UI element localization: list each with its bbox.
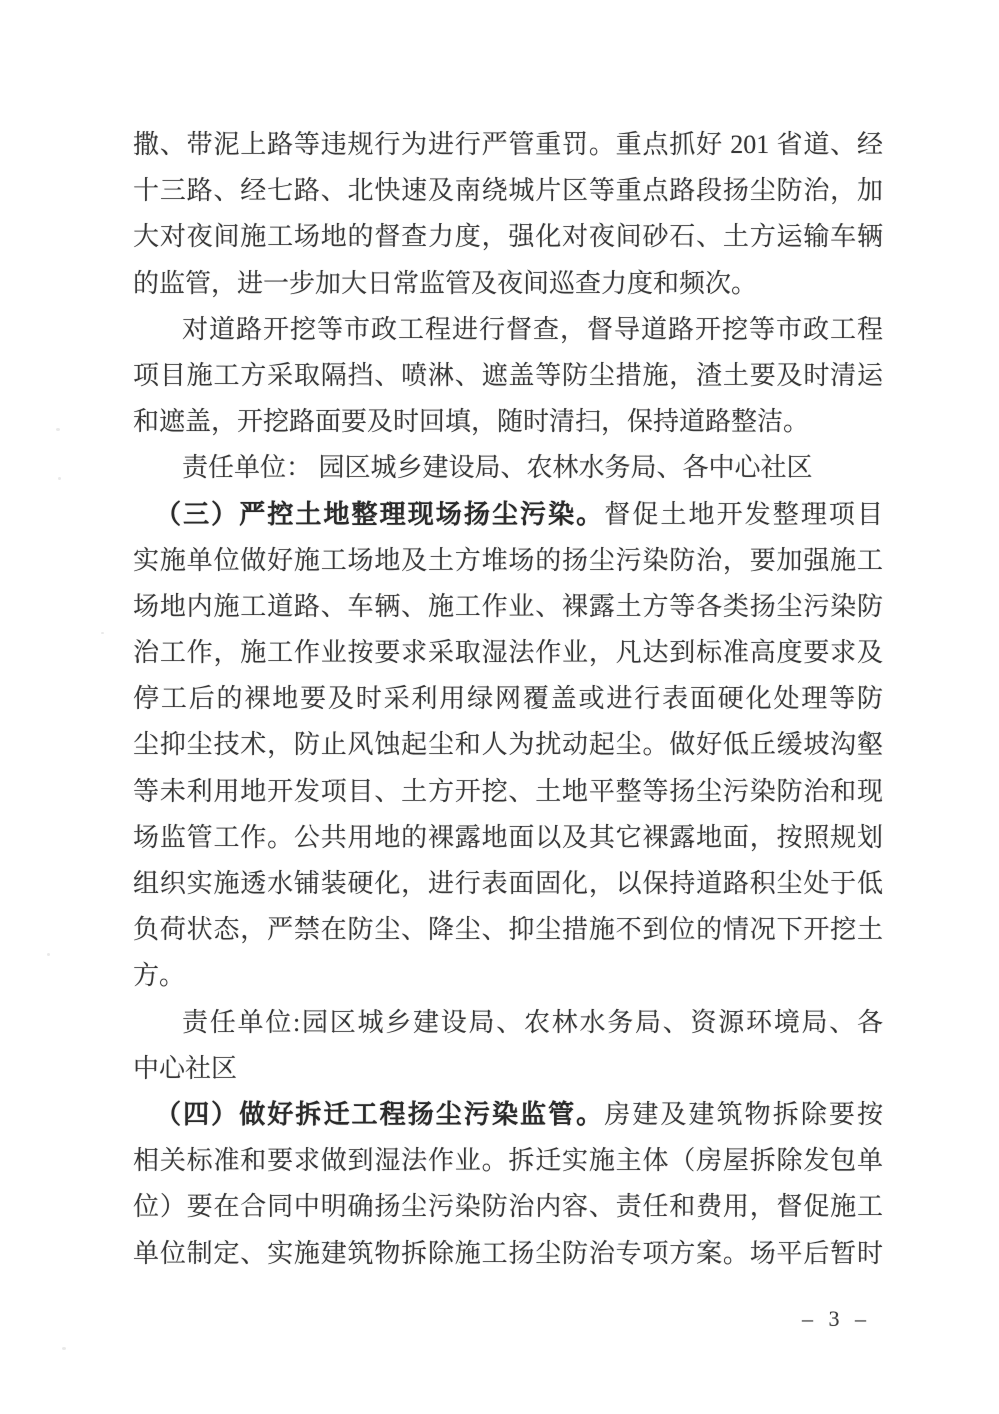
- body-text-line: [133, 214, 883, 260]
- line-text: 停工后的裸地要及时采利用绿网覆盖或进行表面硬化处理等防: [133, 684, 883, 714]
- line-text: 和遮盖，开挖路面要及时回填，随时清扫，保持道路整洁。: [133, 407, 810, 437]
- body-text-line: [133, 630, 883, 676]
- section-heading-line: [133, 492, 883, 538]
- body-text-line: [133, 168, 883, 214]
- body-text-line: [133, 399, 883, 445]
- document-text-block: [133, 122, 883, 1277]
- body-text-line: [133, 307, 883, 353]
- body-text-line: [133, 953, 883, 999]
- body-text-line: [133, 769, 883, 815]
- body-text-line: [133, 907, 883, 953]
- scan-speck: [62, 1347, 66, 1350]
- body-text-line: [133, 1138, 883, 1184]
- section-heading-text: （四）做好拆迁工程扬尘污染监管。: [155, 1099, 605, 1129]
- section-heading-text: （三）严控土地整理现场扬尘污染。: [155, 499, 605, 529]
- page-number: – 3 –: [802, 1306, 871, 1331]
- scan-speck: [47, 953, 50, 956]
- body-text-line: [133, 261, 883, 307]
- line-text: 相关标准和要求做到湿法作业。拆迁实施主体（房屋拆除发包单: [133, 1146, 883, 1176]
- line-text: 治工作，施工作业按要求采取湿法作业，凡达到标准高度要求及: [133, 638, 883, 668]
- body-text-line: [133, 1184, 883, 1230]
- section-heading-line: [133, 1092, 883, 1138]
- line-text: 对道路开挖等市政工程进行督查，督导道路开挖等市政工程: [182, 314, 883, 344]
- body-text-line: [133, 722, 883, 768]
- line-text: 位）要在合同中明确扬尘污染防治内容、责任和费用，督促施工: [133, 1192, 883, 1222]
- line-text: 房建及建筑物拆除要按: [604, 1099, 883, 1129]
- line-text: 责任单位： 园区城乡建设局、农林水务局、各中心社区: [182, 453, 813, 483]
- line-text: 实施单位做好施工场地及土方堆场的扬尘污染防治，要加强施工: [133, 545, 883, 575]
- body-text-line: [133, 122, 883, 168]
- line-text: 方。: [133, 961, 186, 991]
- line-text: 项目施工方采取隔挡、喷淋、遮盖等防尘措施，渣土要及时清运: [133, 360, 883, 390]
- body-text-line: [133, 353, 883, 399]
- body-text-line: [133, 861, 883, 907]
- body-text-line: [133, 1231, 883, 1277]
- line-text: 督促土地开发整理项目: [604, 499, 883, 529]
- line-text: 负荷状态，严禁在防尘、降尘、抑尘措施不到位的情况下开挖土: [133, 915, 883, 945]
- line-text: 责任单位:园区城乡建设局、农林水务局、资源环境局、各: [182, 1007, 883, 1037]
- body-text-line: [133, 584, 883, 630]
- responsibility-line: [133, 445, 883, 491]
- body-text-line: [133, 676, 883, 722]
- scan-speck: [56, 428, 60, 431]
- line-text: 尘抑尘技术，防止风蚀起尘和人为扰动起尘。做好低丘缓坡沟壑: [133, 730, 883, 760]
- scan-speck: [101, 632, 104, 634]
- line-text: 等未利用地开发项目、土方开挖、土地平整等扬尘污染防治和现: [133, 776, 883, 806]
- line-text: 组织实施透水铺装硬化，进行表面固化，以保持道路积尘处于低: [133, 869, 883, 898]
- line-text: 单位制定、实施建筑物拆除施工扬尘防治专项方案。场平后暂时: [133, 1238, 883, 1268]
- line-text: 场地内施工道路、车辆、施工作业、裸露土方等各类扬尘污染防: [133, 591, 883, 621]
- line-text: 十三路、经七路、北快速及南绕城片区等重点路段扬尘防治，加: [133, 176, 883, 206]
- responsibility-line: [133, 1000, 883, 1046]
- responsibility-line: [133, 1046, 883, 1092]
- body-text-line: [133, 538, 883, 584]
- line-text: 中心社区: [133, 1053, 238, 1083]
- line-text: 大对夜间施工场地的督查力度，强化对夜间砂石、土方运输车辆: [133, 222, 883, 252]
- line-text: 撒、带泥上路等违规行为进行严管重罚。重点抓好 201 省道、经: [133, 130, 883, 159]
- scan-speck: [58, 477, 61, 480]
- line-text: 的监管，进一步加大日常监管及夜间巡查力度和频次。: [133, 268, 758, 298]
- body-text-line: [133, 815, 883, 861]
- line-text: 场监管工作。公共用地的裸露地面以及其它裸露地面，按照规划: [133, 822, 883, 852]
